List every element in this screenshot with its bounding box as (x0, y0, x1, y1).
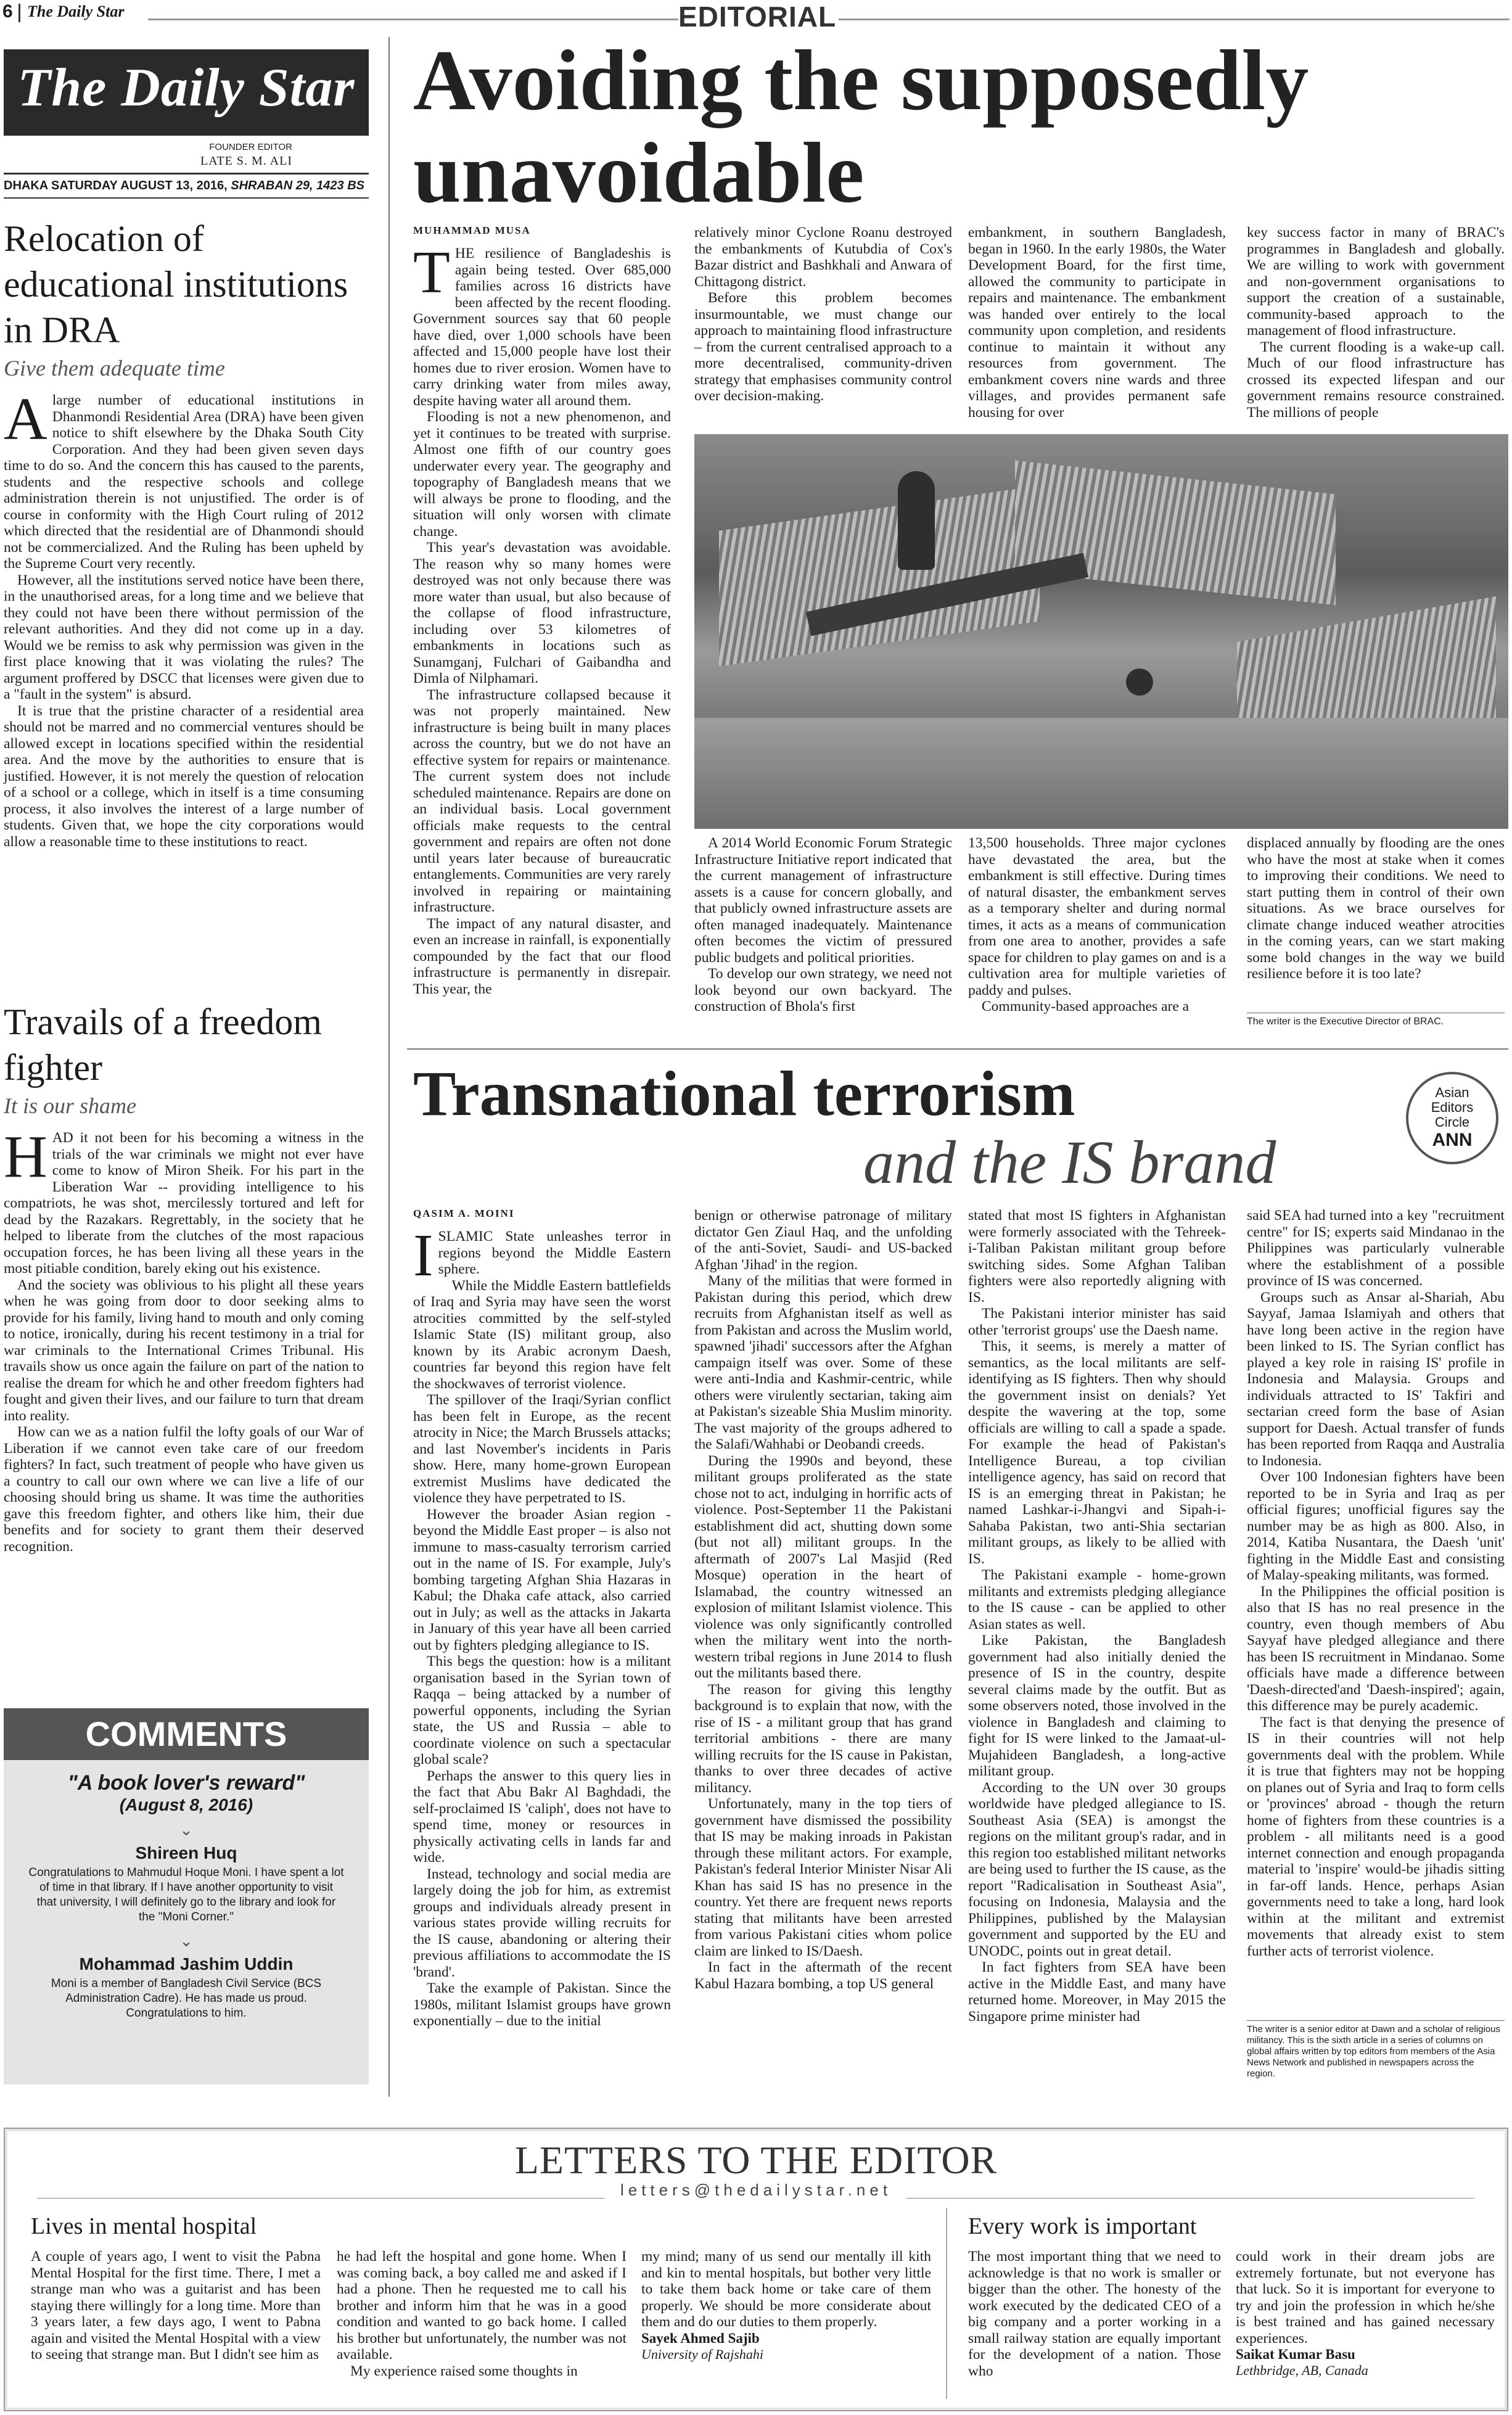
letter-column: A couple of years ago, I went to visit the Pabna Mental Hospital for the first time. There, I met a strange man who was a guitarist and has been staying there willingly for a long time. More than 3 years later, a few days ago, I went to Pabna again and visited the Mental Hospital with a view to seeing that strange man. But I didn't see him as (31, 2248, 321, 2363)
paragraph: The current flooding is a wake-up call. Much of our flood infrastructure has crossed its expected lifespan and our government remains resource constrained. The millions of people (1247, 339, 1505, 421)
paragraph: The fact is that denying the presence of IS in their countries will not help governments deal with the problem. While it is true that fighters may not be hopping on planes out of Syria and Iraq to form cells or 'provinces' abroad - though the return home of fighters from these countries is a problem - all militants need is a good internet connection and enough propaganda material to 'inspire' would-be jihadis sitting in far-off lands. Hence, perhaps Asian governments need to take a long, hard look within at the militant and extremist movements that already exist to stem further acts of terrorist violence. (1247, 1714, 1505, 1959)
paragraph: This begs the question: how is a militant organisation based in the Syrian town of Raqqa – being attacked by a number of powerful opponents, including the Syrian state, the US and Russia – able to coordinate violence on such a spectacular global scale? (413, 1653, 671, 1767)
ann-logo-text: Circle (1434, 1114, 1470, 1130)
article-column (1247, 835, 1505, 1020)
article-body (1247, 835, 1505, 982)
dropcap: T (413, 239, 450, 306)
letter-column (1236, 2248, 1495, 2403)
letter-title: Lives in mental hospital (31, 2213, 257, 2239)
letter-signature: Saikat Kumar Basu (1236, 2347, 1355, 2362)
paragraph: Over 100 Indonesian fighters have been reported to be in Syria and Iraq as per official figures; unofficial figures say the number may be as high as 800. Also, in 2014, Katiba Nusantara, the Daesh 'unit' fighting in the Middle East and consisting of Malay-speaking militants, was formed. (1247, 1469, 1505, 1583)
article-column (968, 835, 1226, 1039)
dateline-rule-top (4, 173, 369, 175)
article-body (1247, 224, 1505, 421)
ann-logo-text: Editors (1431, 1100, 1474, 1115)
article-title (413, 35, 1309, 220)
small-paper-name: The Daily Star (27, 2, 125, 20)
dropcap: A (4, 386, 47, 453)
dropcap: H (4, 1124, 47, 1190)
ann-logo (1406, 1072, 1498, 1164)
paragraph: In fact fighters from SEA have been active in the Middle East, and many have returned home. Moreover, in May 2015 the Singapore prime minister had (968, 1959, 1226, 2025)
author-note: The writer is a senior editor at Dawn and a scholar of religious militancy. This is the sixth article in a series of columns on global affairs written by top editors from members of the Asia News Network and published in newspapers across the region. (1247, 2024, 1501, 2079)
comments-box (4, 1708, 369, 2084)
founder-label: FOUNDER EDITOR (209, 142, 292, 152)
founder-name: LATE S. M. ALI (200, 154, 292, 168)
dateline (4, 179, 369, 193)
editorial-kicker: It is our shame (4, 1093, 136, 1118)
paragraph: In the Philippines the official position is also that IS has no real presence in the country, even though members of Abu Sayyaf have pledged allegiance and there has been IS recruitment in Mindanao. Some officials have made a difference between 'Daesh-directed'and 'Daesh-inspired'; again, this difference may be purely academic. (1247, 1583, 1505, 1714)
flood-photo (667, 434, 1508, 829)
paragraph: To develop our own strategy, we need not look beyond our own backyard. The construction of Bhola's first (694, 966, 952, 1014)
paragraph: Many of the militias that were formed in Pakistan during this period, which drew recruits from Afghanistan itself as well as from Pakistan and across the Muslim world, spawned 'jihadi' successors after the Afghan campaign itself was over. Some of these were anti-India and Kashmir-centric, while others were virulently sectarian, taking aim at Pakistan's sizeable Shia Muslim minority. The vast majority of the groups adhered to the Salafi/Wahhabi or Deobandi creeds. (694, 1273, 952, 1452)
paragraph: embankment, in southern Bangladesh, began in 1960. In the early 1980s, the Water Development Board, for the first time, allowed the community to participate in repairs and maintenance. The embankment was handed over entirely to the local community upon completion, and residents continue to maintain it without any resources from government. The embankment covers nine wards and three villages, and provides permanent safe housing for over (968, 224, 1226, 421)
comment-text: Congratulations to Mahmudul Hoque Moni. I have spent a lot of time in that library. If I have another opportunity to visit that university, I will definitely go to the library and look for the "Moni Corner." (28, 1866, 344, 1923)
letter-text: could work in their dream jobs are extremely fortunate, but not everyone has that luck. So it is important for everyone to try and join the profession in which he/she is best trained and has gained necessary experiences. (1236, 2248, 1495, 2347)
paragraph: The Pakistani interior minister has said other 'terrorist groups' use the Daesh name. (968, 1306, 1226, 1338)
letter-text: he had left the hospital and gone home. When I was coming back, a boy called me and asked if I had a phone. Then he requested me to call his brother and inform him that he was in a good condition and wanted to go back home. I called his brother but unfortunately, the number was not available. (337, 2248, 627, 2363)
letters-header: LETTERS TO THE EDITOR (514, 2138, 998, 2182)
letter-text: My experience raised some thoughts in (350, 2363, 578, 2379)
editorial-title: Travails of a freedom fighter (4, 1002, 322, 1088)
letter-text: my mind; many of us send our mentally ill kith and kin to mental hospitals, but bother very little to take them back home or take care of them properly. We should be more considerate about them and do our duties to them properly. (641, 2248, 931, 2330)
photo-water (694, 718, 1508, 829)
letters-divider (946, 2208, 947, 2399)
letter-affiliation: Lethbridge, AB, Canada (1236, 2363, 1368, 2378)
comment-author: Shireen Huq (135, 1843, 237, 1862)
paragraph: And the society was oblivious to his plight all these years when he was going from door to door seeking alms to provide for his family, living hand to mouth and only coming to notice, ironically, during his recent testimony in a trial for war criminals to the International Crimes Tribunal. His travails show us once again the failure on part of the nation to realise the dream for which he and other freedom fighters had fought and given their lives, and our failure to turn that dream into reality. (4, 1277, 364, 1424)
comment-text: Moni is a member of Bangladesh Civil Service (BCS Administration Cadre). He has made us proud. Congratulations to him. (51, 1977, 322, 2020)
ann-logo-mark: ANN (1432, 1130, 1473, 1150)
letter-affiliation: University of Rajshahi (641, 2346, 763, 2362)
paragraph: key success factor in many of BRAC's programmes in Bangladesh and globally. We are willing to work with government and non-government organisations to support the creation of a sustainable, community-based approach to the management of flood infrastructure. (1247, 224, 1505, 339)
article-column (968, 1208, 1226, 2083)
letter-column (337, 2248, 627, 2403)
letter-column: The most important thing that we need to acknowledge is that no work is smaller or bigger than the other. The honesty of the work executed by the dedicated CEO of a big company and a porter working in a small railway station are equally important for the development of a nation. Those who (968, 2248, 1221, 2379)
paragraph: benign or otherwise patronage of military dictator Gen Ziaul Haq, and the unfolding of the anti-Soviet, Saudi- and US-backed Afghan 'Jihad' in the region. (694, 1208, 952, 1273)
paragraph: In fact in the aftermath of the recent Kabul Hazara bombing, a top US general (694, 1959, 952, 1992)
paragraph: While the Middle Eastern battlefields of Iraq and Syria may have seen the worst atrocities committed by the self-styled Islamic State (IS) militant group, also known by its Arabic acronym Daesh, countries far beyond this region have felt the shockwaves of terrorist violence. (413, 1277, 671, 1392)
paragraph: A 2014 World Economic Forum Strategic Infrastructure Initiative report indicated that the current management of infrastructure assets is a cause for concern globally, and that publicly owned infrastructure assets are often managed inadequately. Maintenance often becomes the victim of pressured public budgets and political priorities. (694, 835, 952, 966)
author-note: The writer is the Executive Director of BRAC. (1247, 1016, 1444, 1027)
photo-credit: PHOTO: STAR (667, 717, 678, 780)
paragraph: The impact of any natural disaster, and even an increase in rainfall, is exponentially compounded by the fact that our flood infrastructure is permanently in disrepair. This year, the (413, 915, 671, 997)
paragraph: The reason for giving this lengthy background is to explain that now, with the rise of IS - a militant group that has grand territorial ambitions - there are many willing recruits for the IS cause in Pakistan, thanks to over three decades of active militancy. (694, 1681, 952, 1796)
letters-email: letters@thedailystar.net (620, 2181, 892, 2199)
byline: MUHAMMAD MUSA (413, 224, 531, 236)
section-label: EDITORIAL (678, 1, 837, 33)
paragraph: SLAMIC State unleashes terror in regions beyond the Middle Eastern sphere. (438, 1228, 671, 1277)
article-title-line: and the IS brand (863, 1128, 1276, 1196)
editorial-freedom-fighter (4, 999, 364, 1684)
paragraph: Before this problem becomes insurmountable, we must change our approach to maintaining flood infrastructure – from the current centralised approach to a more decentralised, community-driven strategy that emphasises community control over decision-making. (694, 290, 952, 404)
paragraph: Unfortunately, many in the top tiers of government have dismissed the possibility that IS may be making inroads in Pakistan through these militant actors. For example, Pakistan's federal Interior Minister Nisar Ali Khan has said IS has no presence in the country. Yet there are frequent news reports stating that militants have been arrested from various Pakistani cities whom police claim are linked to IS/Daesh. (694, 1796, 952, 1959)
paragraph: said SEA had turned into a key "recruitment centre" for IS; experts said Mindanao in the Philippines was particularly vulnerable where the establishment of a possible province of IS was concerned. (1247, 1208, 1505, 1289)
dateline-bangla: SHRABAN 29, 1423 BS (231, 179, 364, 192)
article-title-line: Transnational terrorism (413, 1058, 1075, 1129)
article-body (694, 1208, 952, 1992)
paragraph: During the 1990s and beyond, these militant groups proliferated as the state chose not to act, indulging in horrific acts of violence. Post-September 11 the Pakistani establishment did act, shutting down some (but not all) militant groups. In the aftermath of 2007's Lal Masjid (Red Mosque) operation in the heart of Islamabad, the country witnessed an explosion of militant Islamist violence. This violence was only significantly controlled when the military went into the north-western tribal regions in June 2014 to flush out the militants based there. (694, 1452, 952, 1681)
paragraph: stated that most IS fighters in Afghanistan were formerly associated with the Tehreek-i-Taliban Pakistan militant group before switching sides. Some Afghan Taliban fighters were also reportedly aligning with IS. (968, 1208, 1226, 1306)
article-body (413, 239, 671, 997)
page-number: 6 (2, 1, 13, 22)
comments-header: COMMENTS (4, 1708, 369, 1760)
paragraph: However, all the institutions served notice have been there, in the unauthorised areas, for a long time and we believe that they could not have been there without permission of the relevant authorities. And they did not come up in a day. Would we be remiss to ask why permission was given in the first place knowing that it was violating the rules? The argument proffered by DSCC that licenses were given due to a "fault in the system" is absurd. (4, 572, 364, 702)
article-body (694, 835, 952, 1015)
paragraph: AD it not been for his becoming a witness in the trials of the war criminals we might not ever have come to know of Miron Sheik. For his part in the Liberation War -- providing intelligence to his compatriots, he was shot, mercilessly tortured and left for dead by the Razakars. Regrettably, in the society that he helped to liberate from the clutches of the most rapacious occupation forces, he has been living all these years in the most pitiable condition, barely eking out his existence. (4, 1130, 364, 1277)
paragraph: 13,500 households. Three major cyclones have devastated the area, but the embankment is still effective. During times of natural disaster, the embankment serves as a temporary shelter and during normal times, it acts as a means of communication from one area to another, provides a safe space for children to play games on and is a cultivation area for multiple varieties of paddy and pulses. (968, 835, 1226, 998)
editorial-body (4, 1124, 364, 1555)
paragraph: How can we as a nation fulfil the lofty goals of our War of Liberation if we cannot even take care of our freedom fighters? In fact, such treatment of people who have given us a country to call our own where we can live a life of our choosing should bring us shame. It was time the authorities gave this freedom fighter, and others like him, their due benefits and for society to grant them their deserved recognition. (4, 1424, 364, 1555)
top-rule-left (148, 19, 678, 20)
paragraph: This, it seems, is merely a matter of semantics, as the local militants are self-identifying as IS fighters. Then why should the government insist on denials? Yet despite the wavering at the top, some officials are willing to call a spade a spade. For example the head of Pakistan's Intelligence Bureau, a top civilian intelligence agency, has said on record that IS is an emerging threat in Pakistan; he named Lashkar-i-Jhangvi and Sipah-i-Sahaba Pakistan, two anti-Shia sectarian militant groups, as likely to be allied with IS. (968, 1338, 1226, 1567)
paragraph: Community-based approaches are a (982, 998, 1189, 1014)
letters-header-rule (37, 2198, 604, 2199)
letter-title: Every work is important (968, 2213, 1197, 2239)
article-body (694, 224, 952, 405)
paragraph: relatively minor Cyclone Roanu destroyed the embankments of Kutubdia of Cox's Bazar district and Bashkhali and Anwara of Chittagong district. (694, 224, 952, 290)
letter-signature: Sayek Ahmed Sajib (641, 2330, 760, 2346)
paragraph: The infrastructure collapsed because it was not properly maintained. New infrastructure is being built in many places across the country, but we do not have an effective system for repairs or maintenance. The current system does not include scheduled maintenance. Repairs are done on an individual basis. Local government officials make requests to the central government and repairs are often not done until years later because of bureaucratic entanglements. Communities are very rarely involved in repairing or maintaining infrastructure. (413, 686, 671, 915)
paragraph: Flooding is not a new phenomenon, and yet it continues to be treated with surprise. Almost one fifth of our country goes underwater every year. The geography and topography of Bangladesh means that we will always be prone to flooding, and the situation will only worsen with climate change. (413, 409, 671, 540)
comment-item (4, 1843, 369, 1925)
paragraph: HE resilience of Bangladeshis is again being tested. Over 685,000 families across 16 districts have been affected by the recent flooding. Government sources say that 60 people have died, over 1,000 schools have been affected and 15,000 people have lost their homes due to river erosion. Women have to carry drinking water from miles away, despite having water all around them. (413, 245, 671, 409)
article-body (968, 1208, 1226, 2025)
article-column (694, 1208, 952, 2083)
paragraph: According to the UN over 30 groups worldwide have pledged allegiance to IS. Southeast Asia (SEA) is amongst the regions on the militant group's radar, and in this region too established militant networks are being used to further the IS cause, as the report "Radicalisation in Southeast Asia", focusing on Indonesia, Malaysia and the Philippines, published by the Malaysian government and supported by the EU and UNODC, points out in great detail. (968, 1779, 1226, 1959)
article-body (413, 1222, 671, 2030)
article-column (1247, 224, 1505, 434)
article-column (694, 835, 952, 1039)
paragraph: Groups such as Ansar al-Shariah, Abu Sayyaf, Jamaa Islamiyah and others that have long been active in the region have been linked to IS. The Syrian conflict has played a key role in raising IS' profile in Indonesia and Malaysia. Groups and individuals attracted to IS' Takfiri and sectarian creed form the base of Asian support for Daesh. Actual transfer of funds has been reported from Raqqa and Australia to Indonesia. (1247, 1289, 1505, 1469)
article-title-line: unavoidable (413, 125, 865, 221)
byline: QASIM A. MOINI (413, 1208, 515, 1219)
article-body (968, 224, 1226, 421)
photo-roof (1015, 461, 1336, 606)
chevron-down-icon: ⌄ (179, 1821, 193, 1839)
paragraph: However the broader Asian region - beyond the Middle East proper – is also not immune to mass-casualty terrorism carried out in the name of IS. For example, July's bombing targeting Afghan Shia Hazaras in Kabul; the Dhaka cafe attack, also carried out in July; as well as the attacks in Jakarta in January of this year have all been carried out by fighters pledging allegiance to IS. (413, 1506, 671, 1653)
ann-logo-text: Asian (1435, 1085, 1469, 1100)
photo-figure (1126, 669, 1153, 696)
photo-figure (898, 471, 935, 570)
author-note-rule (1247, 2020, 1505, 2021)
comment-author: Mohammad Jashim Uddin (79, 1954, 294, 1973)
dateline-rule-bottom (4, 197, 369, 199)
paragraph: The spillover of the Iraqi/Syrian conflict has been felt in Europe, as the recent atrocity in Nice; the March Brussels attacks; and last November's incidents in Paris show. Here, many home-grown European extremist Muslims have dedicated the violence they have perpetrated to IS. (413, 1392, 671, 1506)
paragraph: Perhaps the answer to this query lies in the fact that Abu Bakr Al Baghdadi, the self-proclaimed IS 'caliph', does not have to spend time, money or resources in physically activating cells in lands far and wide. (413, 1767, 671, 1866)
masthead-logo: The Daily Star (17, 58, 355, 118)
editorial-kicker: Give them adequate time (4, 356, 225, 381)
article-column (413, 1208, 671, 2083)
article-column (413, 224, 671, 1039)
article-body (1247, 1208, 1505, 1959)
paragraph: Like Pakistan, the Bangladesh government had also initially denied the presence of IS in the country, despite several claims made by the outfit. But as some observers noted, those involved in the violence in Bangladesh and claiming to fight for IS were linked to the Jamaat-ul-Mujahideen Bangladesh, a long-active militant group. (968, 1632, 1226, 1779)
chevron-down-icon: ⌄ (179, 1932, 193, 1950)
section-rule (407, 1048, 1508, 1050)
paragraph: This year's devastation was avoidable. The reason why so many homes were destroyed was not only because there was more water than usual, but also because of the collapse of flood infrastructure, including over 53 kilometres of embankments in locations such as Sunamganj, Fulchari of Gaibandha and Dimla of Nilphamari. (413, 540, 671, 686)
editorial-relocation (4, 216, 364, 993)
letter-column (641, 2248, 931, 2403)
editorial-body (4, 386, 364, 850)
article-column (694, 224, 952, 434)
comments-topic: "A book lover's reward" (67, 1771, 305, 1795)
paragraph: large number of educational institutions in Dhanmondi Residential Area (DRA) have been given notice to shift elsewhere by the Dhaka South City Corporation. And they had been given seven days time to do so. And the concern this has caused to the parents, students and the respective schools and college administration therein is not unjustified. The order is of course in conformity with the High Court ruling of 2012 which directed that the residential are of Dhanmondi should not be commercialized. And the Ruling has been upheld by the Supreme Court very recently. (4, 392, 364, 572)
page-number-divider (18, 4, 20, 22)
paragraph: Instead, technology and social media are largely doing the job for him, as extremist groups and individuals already present in various states provide willing recruits for the IS cause, abandoning or altering their previous affiliations to accommodate the IS 'brand'. (413, 1866, 671, 1980)
paragraph: displaced annually by flooding are the ones who have the most at stake when it comes to improving their conditions. We need to start putting them in control of their own situations. As we brace ourselves for climate change induced weather atrocities in the coming years, can we start making some bold changes in the way we build resilience before it is too late? (1247, 835, 1505, 982)
dateline-date: DHAKA SATURDAY AUGUST 13, 2016, (4, 179, 228, 192)
paragraph: Take the example of Pakistan. Since the 1980s, militant Islamist groups have grown exponentially – due to the initial (413, 1980, 671, 2029)
top-rule-right (839, 19, 1510, 20)
article-body (968, 835, 1226, 1015)
editorial-title: Relocation of educational institutions in DRA (4, 218, 348, 350)
article-column (968, 224, 1226, 434)
comment-item (4, 1954, 369, 2021)
paragraph: The Pakistani example - home-grown militants and extremists pledging allegiance to the IS cause - can be applied to other Asian states as well. (968, 1567, 1226, 1632)
comments-date: (August 8, 2016) (119, 1795, 253, 1814)
article-column (1247, 1208, 1505, 2009)
dropcap: I (413, 1222, 433, 1289)
letters-header-rule (906, 2198, 1474, 2199)
column-rule (388, 37, 390, 2097)
paragraph: It is true that the pristine character of a residential area should not be marred and no commercial ventures should be allowed except in locations specified within the residential area. And the move by the authorities to ensure that is justified. However, it is not merely the question of relocation of a school or a college, which in itself is a time consuming process, it also involves the interest of a large number of students. Given that, we hope the city corporations would allow a reasonable time to these institutions to react. (4, 702, 364, 850)
article-title-line: Avoiding the supposedly (413, 33, 1309, 128)
